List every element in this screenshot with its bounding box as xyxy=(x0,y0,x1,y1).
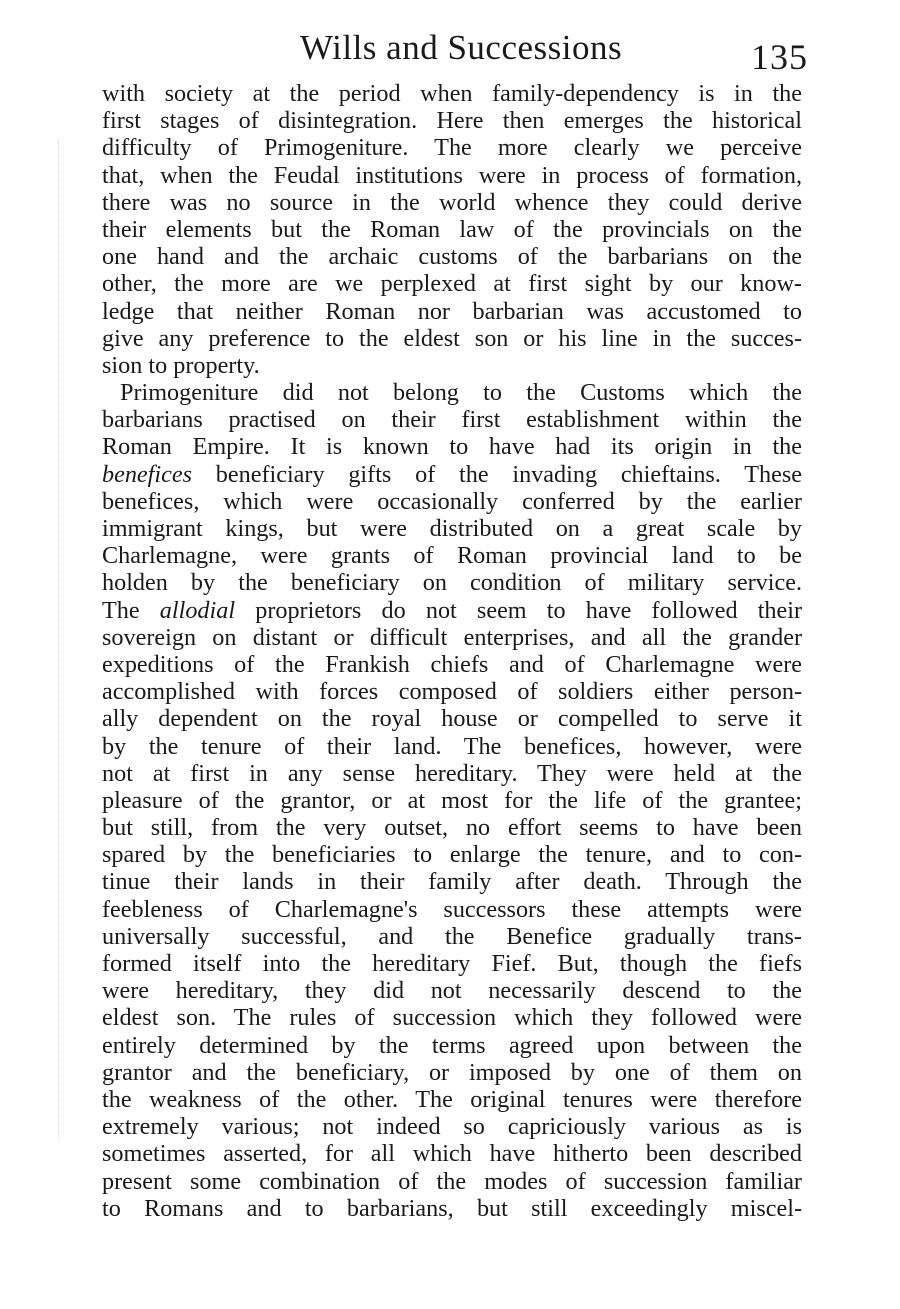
italic-word: allodial xyxy=(159,596,236,624)
text-line: Primogeniture did not belong to the Customs which the xyxy=(120,379,802,407)
text-line: entirely determined by the terms agreed upon between the xyxy=(102,1031,802,1059)
text-line: universally successful, and the Benefice gradually trans- xyxy=(102,922,802,950)
text-line: the weakness of the other. The original tenures were therefore xyxy=(102,1085,802,1113)
text-line: to Romans and to barbarians, but still exceedingly miscel- xyxy=(102,1194,802,1222)
text-fragment: The xyxy=(102,596,140,624)
text-line: Charlemagne, were grants of Roman provincial land to be xyxy=(102,542,802,570)
text-line: but still, from the very outset, no effort seems to have been xyxy=(102,814,802,842)
text-line: expeditions of the Frankish chiefs and of Charlemagne were xyxy=(102,650,802,678)
italic-word: benefices xyxy=(102,460,192,488)
text-line: difficulty of Primogeniture. The more clearly we perceive xyxy=(102,134,802,162)
text-line-with-italic xyxy=(102,461,802,488)
text-line: their elements but the Roman law of the provincials on the xyxy=(102,215,802,243)
text-line: present some combination of the modes of succession familiar xyxy=(102,1167,802,1195)
text-line: feebleness of Charlemagne's successors these attempts were xyxy=(102,895,802,923)
body-text xyxy=(102,80,802,1222)
text-line: grantor and the beneficiary, or imposed by one of them on xyxy=(102,1058,802,1086)
text-line: pleasure of the grantor, or at most for the life of the grantee; xyxy=(102,786,802,814)
text-line: ledge that neither Roman nor barbarian was accustomed to xyxy=(102,297,802,325)
text-line: one hand and the archaic customs of the barbarians on the xyxy=(102,243,802,271)
text-line: sion to property. xyxy=(102,351,260,379)
text-fragment: beneficiary gifts of the invading chieftains. These xyxy=(215,460,802,488)
page-number: 135 xyxy=(751,37,808,77)
text-line: immigrant kings, but were distributed on a great scale by xyxy=(102,515,802,542)
text-line: there was no source in the world whence they could derive xyxy=(102,188,802,216)
text-line: ally dependent on the royal house or compelled to serve it xyxy=(102,705,802,733)
text-line: sovereign on distant or difficult enterprises, and all the grander xyxy=(102,623,802,651)
text-fragment: proprietors do not seem to have followed their xyxy=(255,596,803,624)
running-title: Wills and Successions xyxy=(300,28,623,67)
text-line: with society at the period when family-dependency is in the xyxy=(102,80,802,107)
text-line: eldest son. The rules of succession which they followed were xyxy=(102,1004,802,1032)
text-line: formed itself into the hereditary Fief. But, though the fiefs xyxy=(102,950,802,977)
text-line: extremely various; not indeed so capriciously various as is xyxy=(102,1113,802,1141)
text-line: accomplished with forces composed of soldiers either person- xyxy=(102,678,802,706)
text-line: holden by the beneficiary on condition of military service. xyxy=(102,569,802,597)
text-line: benefices, which were occasionally conferred by the earlier xyxy=(102,487,802,515)
text-line: Roman Empire. It is known to have had its origin in the xyxy=(102,433,802,461)
text-line: give any preference to the eldest son or his line in the succes- xyxy=(102,324,802,352)
text-line: were hereditary, they did not necessarily descend to the xyxy=(102,977,802,1005)
text-line: barbarians practised on their first establishment within the xyxy=(102,406,802,434)
text-line: other, the more are we perplexed at first sight by our know- xyxy=(102,270,802,298)
text-line: by the tenure of their land. The benefices, however, were xyxy=(102,732,802,760)
margin-dots xyxy=(58,140,61,1140)
page-header xyxy=(120,22,810,78)
text-line: sometimes asserted, for all which have hitherto been described xyxy=(102,1140,802,1168)
text-line: that, when the Feudal institutions were in process of formation, xyxy=(102,161,802,189)
text-line: tinue their lands in their family after death. Through the xyxy=(102,868,802,896)
text-line: not at first in any sense hereditary. They were held at the xyxy=(102,759,802,787)
text-line: spared by the beneficiaries to enlarge the tenure, and to con- xyxy=(102,841,802,869)
text-line-with-italic xyxy=(102,597,802,624)
text-line: first stages of disintegration. Here then emerges the historical xyxy=(102,107,802,135)
